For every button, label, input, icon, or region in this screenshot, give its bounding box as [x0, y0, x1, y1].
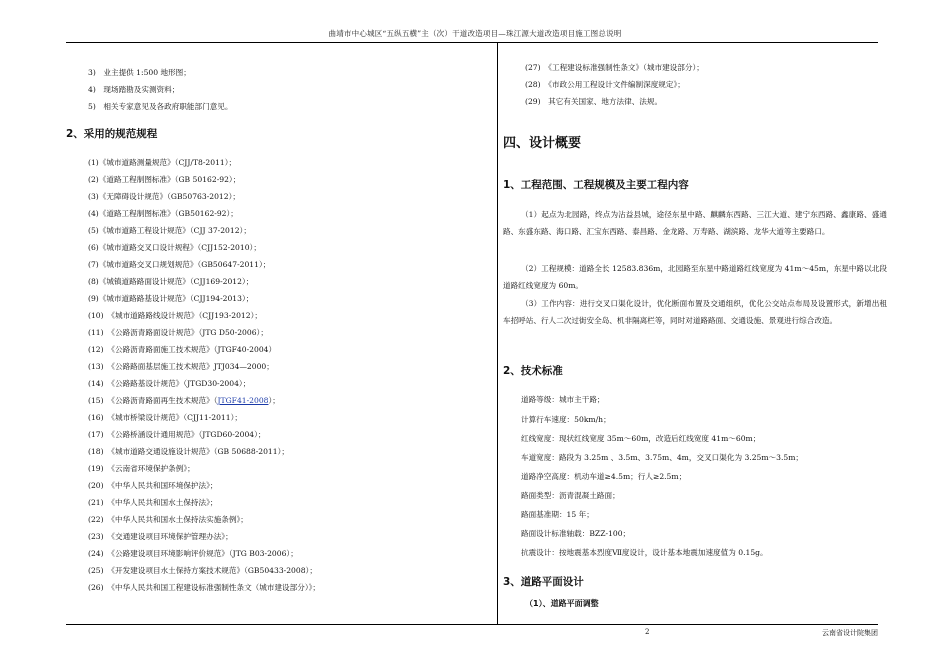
tech-spec: 路面设计标准轴载：BZZ-100；	[521, 529, 631, 538]
paragraph: （2）工程规模：道路全长 12583.836m，北园路至东星中路道路红线宽度为 41m～45m，东星中路以北段道路红线宽度为 60m。	[503, 264, 887, 290]
footer-organization: 云南省设计院集团	[822, 629, 878, 637]
standard-item: (2)《道路工程制图标准》（GB 50162-92）；	[88, 175, 241, 184]
standard-item: (24) 《公路建设项目环境影响评价规范》（JTG B03-2006）；	[88, 549, 298, 558]
standard-item: (5)《城市道路工程设计规范》（CJJ 37-2012）；	[88, 226, 251, 235]
standard-item: (27) 《工程建设标准强制性条文》（城市建设部分）；	[525, 63, 704, 72]
standard-item: (12) 《公路沥青路面施工技术规范》（JTGF40-2004）	[88, 345, 277, 354]
subsection-heading: （1）、道路平面调整	[525, 599, 599, 608]
section-heading: 2、技术标准	[503, 365, 563, 377]
standard-item-text: (15) 《公路沥青路面再生技术规范》（	[88, 396, 218, 405]
standard-item: (17) 《公路桥涵设计通用规范》（JTGD60-2004）；	[88, 430, 266, 439]
standard-item: (26) 《中华人民共和国工程建设标准强制性条文（城市建设部分）》；	[88, 583, 320, 592]
standard-item: (11) 《公路沥青路面设计规范》（JTG D50-2006）；	[88, 328, 268, 337]
standard-item: (1)《城市道路测量规范》（CJJ/T8-2011）；	[88, 158, 237, 167]
standard-item: (10) 《城市道路路线设计规范》（CJJ193-2012）；	[88, 311, 262, 320]
tech-spec: 路面基准期：15 年；	[521, 510, 594, 519]
page-number: 2	[645, 628, 650, 636]
header-rule	[66, 42, 878, 43]
standard-item: (3)《无障碍设计规范》（GB50763-2012）；	[88, 192, 240, 201]
document-header-title: 曲靖市中心城区“五纵五横”主（次）干道改造项目—珠江源大道改造项目施工图总说明	[328, 29, 622, 38]
standard-item: (25) 《开发建设项目水土保持方案技术规范》（GB50433-2008）；	[88, 566, 317, 575]
chapter-heading: 四、设计概要	[503, 136, 582, 151]
standard-link[interactable]: JTGF41-2008	[217, 396, 269, 405]
standard-item: (22) 《中华人民共和国水土保持法实施条例》；	[88, 515, 248, 524]
tech-spec: 道路等级：城市主干路；	[521, 395, 605, 404]
standard-item: (28) 《市政公用工程设计文件编制深度规定》；	[525, 80, 685, 89]
standard-item: (6)《城市道路交叉口设计规程》（CJJ152-2010）；	[88, 243, 261, 252]
tech-spec: 道路净空高度：机动车道≥4.5m；行人≥2.5m；	[521, 472, 687, 481]
footer-rule	[66, 624, 878, 625]
tech-spec: 路面类型：沥青混凝土路面；	[521, 491, 620, 500]
standard-item: (9)《城市道路路基设计规范》（CJJ194-2013）；	[88, 294, 254, 303]
standard-item: (8)《城镇道路路面设计规范》（CJJ169-2012）；	[88, 277, 254, 286]
column-divider	[497, 42, 498, 624]
section-heading: 3、道路平面设计	[503, 576, 584, 588]
standard-item: (14) 《公路路基设计规范》（JTGD30-2004）；	[88, 379, 251, 388]
standard-item: (29) 其它有关国家、地方法律、法规。	[525, 97, 663, 106]
standard-item: (23) 《交通建设项目环境保护管理办法》；	[88, 532, 233, 541]
tech-spec: 计算行车速度：50km/h；	[521, 415, 611, 424]
paragraph: （1）起点为北园路，终点为沾益县城，途径东星中路、麒麟东西路、三江大道、建宁东西路、鑫康路、盛通路、东盛东路、海口路、汇宝东西路、泰昌路、金龙路、万寿路、湖滨路、龙华大道等主要路口。	[503, 210, 887, 236]
standard-item: (4)《道路工程制图标准》（GB50162-92）；	[88, 209, 238, 218]
intro-item: 5) 相关专家意见及各政府职能部门意见。	[88, 102, 233, 111]
standard-item: (18) 《城市道路交通设施设计规范》（GB 50688-2011）；	[88, 447, 289, 456]
standard-item-tail: ）；	[268, 396, 280, 405]
paragraph: （3）工作内容：进行交叉口渠化设计，优化断面布置及交通组织，优化公交站点布局及设置形式，新增出租车招呼站、行人二次过街安全岛、机非隔离栏等，同时对道路路面、交通设施、景观进行综合改造。	[503, 299, 887, 325]
tech-spec: 红线宽度：现状红线宽度 35m～60m，改造后红线宽度 41m～60m；	[521, 434, 761, 443]
intro-item: 4) 现场踏勘及实测资料；	[88, 85, 180, 94]
standard-item: (20) 《中华人民共和国环境保护法》；	[88, 481, 218, 490]
section-heading: 2、采用的规范规程	[66, 128, 158, 140]
standard-item-with-link	[88, 396, 280, 406]
standard-item: (13) 《公路路面基层施工技术规范》JTJ034—2000；	[88, 362, 274, 371]
section-heading: 1、工程范围、工程规模及主要工程内容	[503, 179, 689, 191]
tech-spec: 抗震设计：按地震基本烈度Ⅶ度设计，设计基本地震加速度值为 0.15g。	[521, 548, 768, 557]
standard-item: (21) 《中华人民共和国水土保持法》；	[88, 498, 218, 507]
standard-item: (16) 《城市桥梁设计规范》（CJJ11-2011）；	[88, 413, 242, 422]
tech-spec: 车道宽度：路段为 3.25m 、3.5m、3.75m、4m，交叉口渠化为 3.25m～3.5m；	[521, 453, 804, 462]
standard-item: (19) 《云南省环境保护条例》；	[88, 464, 195, 473]
intro-item: 3) 业主提供 1:500 地形图；	[88, 68, 191, 77]
standard-item: (7)《城市道路交叉口规划规范》（GB50647-2011）；	[88, 260, 271, 269]
